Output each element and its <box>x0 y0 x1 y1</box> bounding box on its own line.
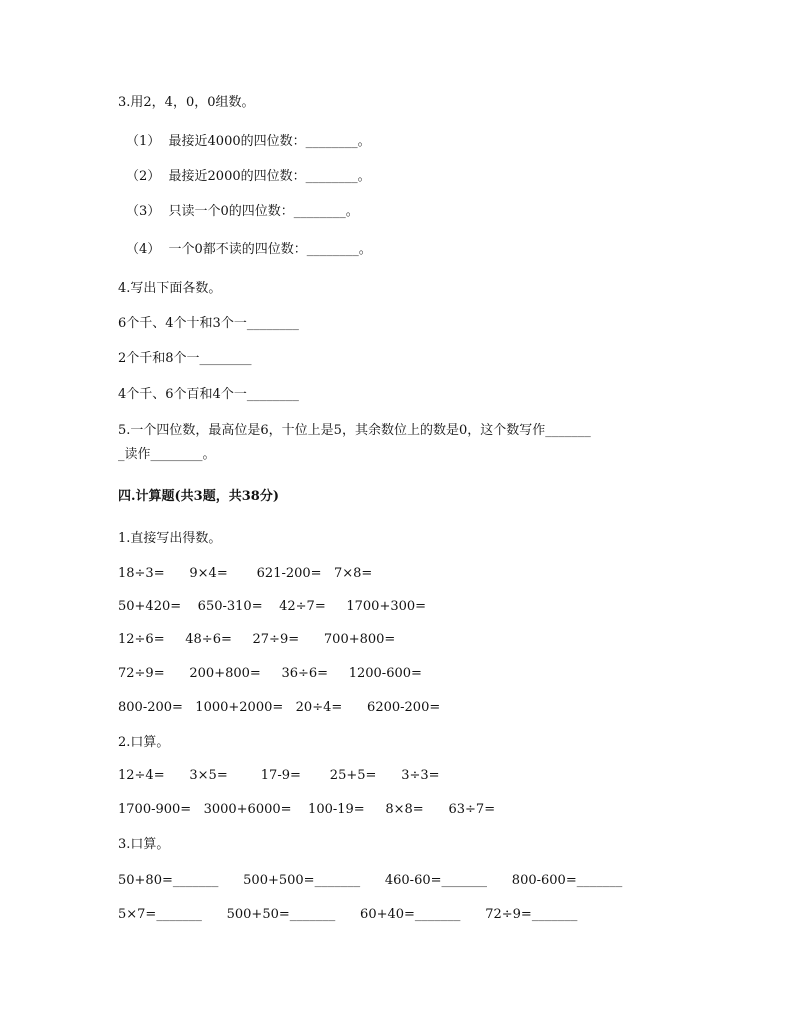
q4-item-2: 2个千和8个一________ <box>118 351 252 366</box>
q4-item-3: 4个千、6个百和4个一________ <box>118 387 299 402</box>
c3-title: 3.口算。 <box>118 837 170 852</box>
q5-line-1: 5.一个四位数，最高位是6，十位上是5，其余数位上的数是0，这个数写作_______ <box>118 423 591 438</box>
c2-title: 2.口算。 <box>118 735 170 750</box>
c2-row-2: 1700-900= 3000+6000= 100-19= 8×8= 63÷7= <box>118 802 496 817</box>
q3-item-4: （4） 一个0都不读的四位数：________。 <box>126 242 372 257</box>
c1-row-1: 18÷3= 9×4= 621-200= 7×8= <box>118 566 373 581</box>
c1-row-5: 800-200= 1000+2000= 20÷4= 6200-200= <box>118 700 441 715</box>
c2-row-1: 12÷4= 3×5= 17-9= 25+5= 3÷3= <box>118 768 440 783</box>
q3-title: 3.用2，4，0，0组数。 <box>118 95 255 110</box>
c3-row-1: 50+80=_______ 500+500=_______ 460-60=_______ 800-600=_______ <box>118 873 623 888</box>
q4-title: 4.写出下面各数。 <box>118 281 222 296</box>
q5-line-2: _读作________。 <box>118 447 216 462</box>
section-heading: 四.计算题(共3题，共38分) <box>118 489 279 504</box>
c1-row-2: 50+420= 650-310= 42÷7= 1700+300= <box>118 599 427 614</box>
q4-item-1: 6个千、4个十和3个一________ <box>118 316 299 331</box>
c1-title: 1.直接写出得数。 <box>118 531 222 546</box>
q3-item-1: （1） 最接近4000的四位数：________。 <box>126 134 371 149</box>
q3-item-2: （2） 最接近2000的四位数：________。 <box>126 169 371 184</box>
c3-row-2: 5×7=_______ 500+50=_______ 60+40=_______ 72÷9=_______ <box>118 907 578 922</box>
q3-item-3: （3） 只读一个0的四位数：________。 <box>126 204 359 219</box>
c1-row-3: 12÷6= 48÷6= 27÷9= 700+800= <box>118 632 396 647</box>
c1-row-4: 72÷9= 200+800= 36÷6= 1200-600= <box>118 666 422 681</box>
